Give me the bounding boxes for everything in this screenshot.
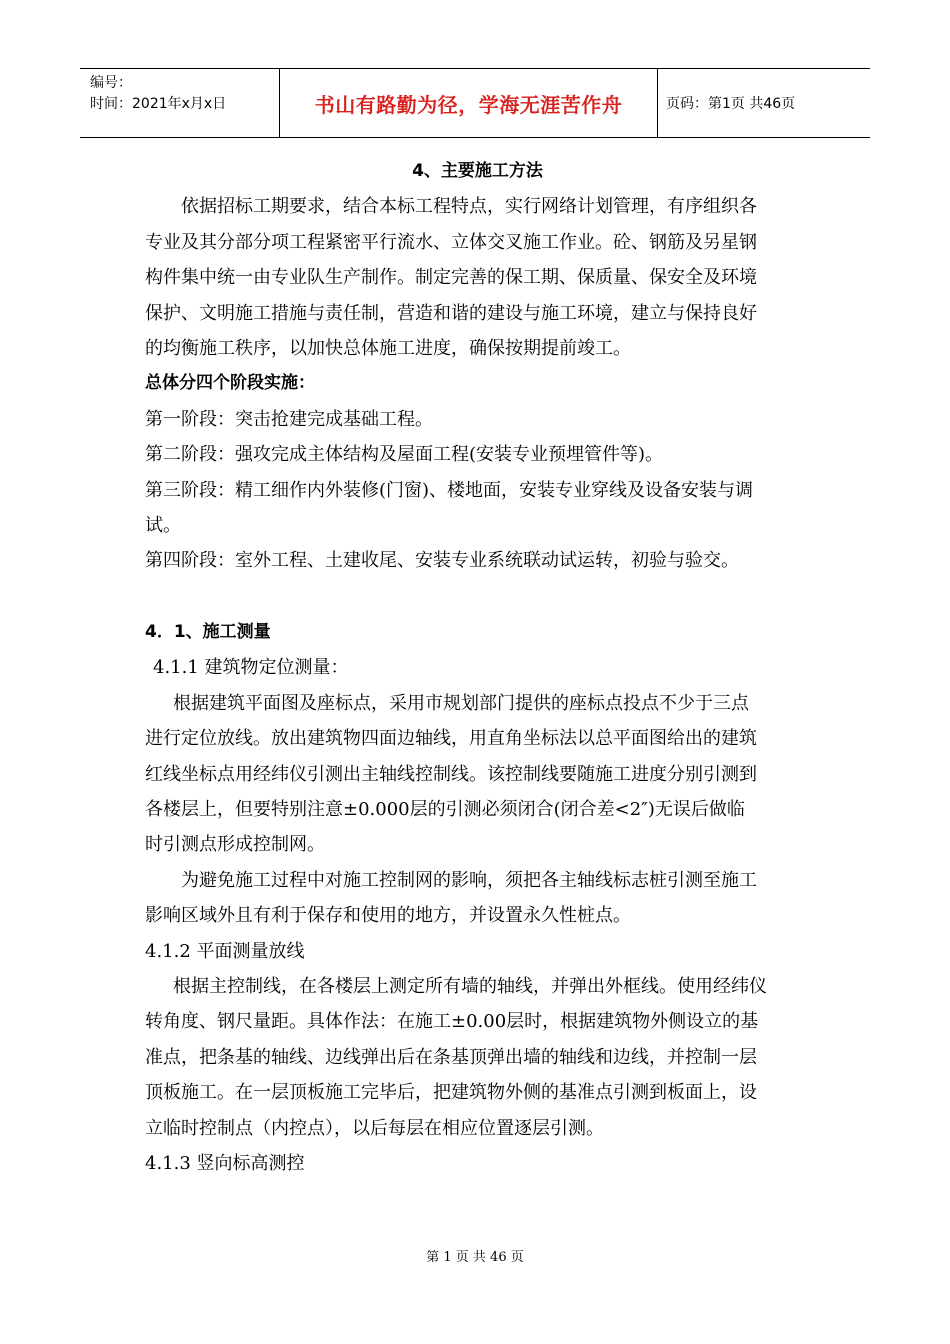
subsection-4-1-1-heading: 4.1.1 建筑物定位测量：	[153, 657, 349, 679]
paragraph-line: 根据主控制线，在各楼层上测定所有墙的轴线，并弹出外框线。使用经纬仪	[173, 975, 767, 997]
header-motto-cell	[280, 69, 658, 137]
paragraph-line: 准点，把条基的轴线、边线弹出后在条基顶弹出墙的轴线和边线，并控制一层	[145, 1046, 757, 1068]
paragraph-line: 的均衡施工秩序，以加快总体施工进度，确保按期提前竣工。	[145, 338, 631, 360]
paragraph-line: 为避免施工过程中对施工控制网的影响，须把各主轴线标志桩引测至施工	[181, 869, 757, 891]
header-page-info: 页码：第1页 共46页	[666, 96, 796, 112]
document-number-label: 编号：	[90, 75, 132, 91]
page-footer: 第 1 页 共 46 页	[426, 1250, 524, 1265]
stage-4: 第四阶段：室外工程、土建收尾、安装专业系统联动试运转，初验与验交。	[145, 550, 739, 572]
paragraph-line: 顶板施工。在一层顶板施工完毕后，把建筑物外侧的基准点引测到板面上，设	[145, 1082, 757, 1104]
paragraph-line: 构件集中统一由专业队生产制作。制定完善的保工期、保质量、保安全及环境	[145, 267, 757, 289]
paragraph-line: 时引测点形成控制网。	[145, 834, 325, 856]
stages-heading: 总体分四个阶段实施：	[145, 373, 315, 394]
stage-1: 第一阶段：突击抢建完成基础工程。	[145, 408, 433, 430]
page-header	[80, 68, 870, 138]
stage-2: 第二阶段：强攻完成主体结构及屋面工程(安装专业预埋管件等)。	[145, 444, 664, 466]
paragraph-line: 根据建筑平面图及座标点，采用市规划部门提供的座标点投点不少于三点	[173, 692, 749, 714]
document-body	[145, 154, 810, 1181]
paragraph-line: 立临时控制点（内控点），以后每层在相应位置逐层引测。	[145, 1117, 604, 1139]
spacer	[145, 579, 810, 615]
stage-3-continued: 试。	[145, 515, 181, 537]
paragraph-line: 影响区域外且有利于保存和使用的地方，并设置永久性桩点。	[145, 905, 631, 927]
header-motto: 书山有路勤为径，学海无涯苦作舟	[314, 92, 623, 117]
subsection-4-1-heading: 4．1、施工测量	[145, 621, 271, 642]
subsection-4-1-3-heading: 4.1.3 竖向标高测控	[145, 1152, 305, 1174]
section-title: 4、主要施工方法	[412, 161, 543, 181]
document-date: 时间：2021年x月x日	[90, 96, 227, 112]
paragraph-line: 红线坐标点用经纬仪引测出主轴线控制线。该控制线要随施工进度分别引测到	[145, 763, 757, 785]
header-meta	[80, 69, 280, 137]
paragraph-line: 转角度、钢尺量距。具体作法：在施工±0.00层时，根据建筑物外侧设立的基	[145, 1011, 759, 1033]
paragraph-line: 依据招标工期要求，结合本标工程特点，实行网络计划管理，有序组织各	[181, 196, 757, 218]
subsection-4-1-2-heading: 4.1.2 平面测量放线	[145, 940, 305, 962]
paragraph-line: 专业及其分部分项工程紧密平行流水、立体交叉施工作业。砼、钢筋及另星钢	[145, 231, 757, 253]
paragraph-line: 各楼层上，但要特别注意±0.000层的引测必须闭合(闭合差<2″)无误后做临	[145, 798, 745, 820]
stage-3: 第三阶段：精工细作内外装修(门窗)、楼地面，安装专业穿线及设备安装与调	[145, 479, 754, 501]
paragraph-line: 进行定位放线。放出建筑物四面边轴线，用直角坐标法以总平面图给出的建筑	[145, 728, 757, 750]
paragraph-line: 保护、文明施工措施与责任制，营造和谐的建设与施工环境，建立与保持良好	[145, 302, 757, 324]
